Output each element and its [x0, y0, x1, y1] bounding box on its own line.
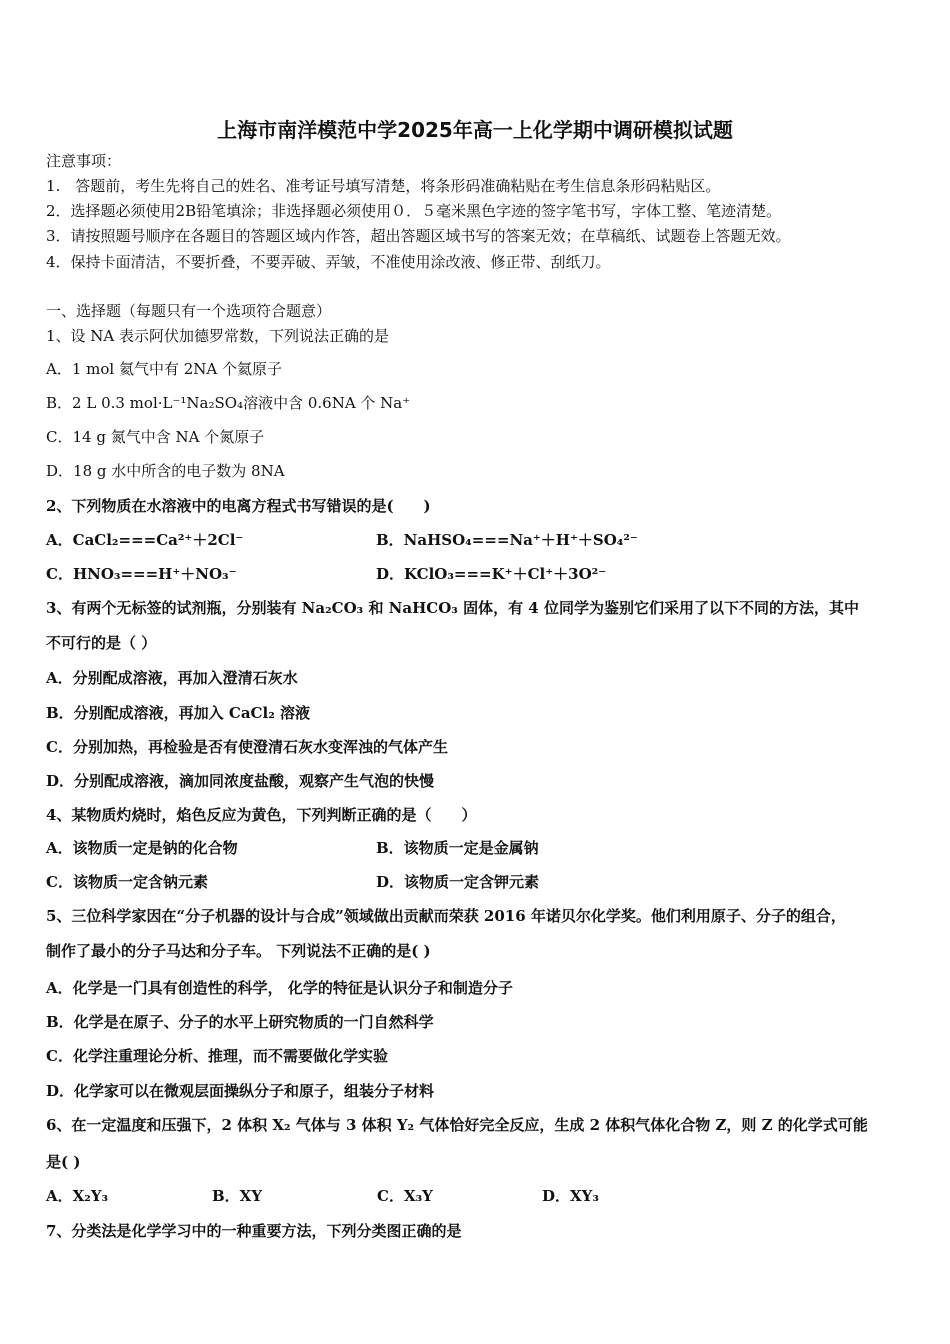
q5-option-a: A．化学是一门具有创造性的科学， 化学的特征是认识分子和制造分子 [46, 979, 513, 997]
note-item: 3．请按照题号顺序在各题目的答题区域内作答，超出答题区域书写的答案无效；在草稿纸、试题卷上答题无效。 [46, 227, 791, 245]
question-6-stem-cont: 是( ) [46, 1153, 81, 1171]
q4-option-c: C．该物质一定含钠元素 [46, 873, 208, 891]
question-1-stem: 1、设 NA 表示阿伏加德罗常数，下列说法正确的是 [46, 327, 390, 345]
q4-option-a: A．该物质一定是钠的化合物 [46, 839, 238, 857]
q6-option-a: A．X₂Y₃ [46, 1187, 109, 1205]
q3-option-c: C．分别加热，再检验是否有使澄清石灰水变浑浊的气体产生 [46, 738, 448, 756]
q5-option-b: B．化学是在原子、分子的水平上研究物质的一门自然科学 [46, 1013, 434, 1031]
section-heading: 一、选择题（每题只有一个选项符合题意） [46, 302, 332, 320]
question-2-stem: 2、下列物质在水溶液中的电离方程式书写错误的是( ) [46, 497, 431, 515]
q2-option-b: B．NaHSO₄===Na⁺＋H⁺＋SO₄²⁻ [376, 531, 638, 549]
q2-option-d: D．KClO₃===K⁺＋Cl⁺＋3O²⁻ [376, 565, 607, 583]
q6-option-d: D．XY₃ [542, 1187, 599, 1205]
note-item: 1. 答题前，考生先将自己的姓名、准考证号填写清楚，将条形码准确粘贴在考生信息条形码粘贴区。 [46, 177, 721, 195]
q5-option-c: C．化学注重理论分析、推理，而不需要做化学实验 [46, 1047, 388, 1065]
q3-option-d: D．分别配成溶液，滴加同浓度盐酸，观察产生气泡的快慢 [46, 772, 435, 790]
q3-option-a: A．分别配成溶液，再加入澄清石灰水 [46, 669, 298, 687]
q4-option-d: D．该物质一定含钾元素 [376, 873, 540, 891]
question-5-stem: 5、三位科学家因在“分子机器的设计与合成”领域做出贡献而荣获 2016 年诺贝尔化学奖。他们利用原子、分子的组合， [46, 907, 846, 925]
note-item: 2．选择题必须使用2B铅笔填涂；非选择题必须使用０．５毫米黑色字迹的签字笔书写，字体工整、笔迹清楚。 [46, 202, 782, 220]
notes-heading: 注意事项： [46, 152, 122, 170]
page-title: 上海市南洋模范中学2025年高一上化学期中调研模拟试题 [217, 118, 733, 142]
q4-option-b: B．该物质一定是金属钠 [376, 839, 539, 857]
question-7-stem: 7、分类法是化学学习中的一种重要方法，下列分类图正确的是 [46, 1222, 462, 1240]
q1-option-b: B．2 L 0.3 mol·L⁻¹Na₂SO₄溶液中含 0.6NA 个 Na⁺ [46, 394, 411, 412]
question-4-stem: 4、某物质灼烧时，焰色反应为黄色，下列判断正确的是（ ） [46, 806, 477, 824]
question-5-stem-cont: 制作了最小的分子马达和分子车。 下列说法不正确的是( ) [46, 942, 431, 960]
q3-option-b: B．分别配成溶液，再加入 CaCl₂ 溶液 [46, 704, 310, 722]
q1-option-c: C．14 g 氮气中含 NA 个氮原子 [46, 428, 265, 446]
q2-option-c: C．HNO₃===H⁺＋NO₃⁻ [46, 565, 237, 583]
q5-option-d: D．化学家可以在微观层面操纵分子和原子，组装分子材料 [46, 1082, 435, 1100]
question-3-stem: 3、有两个无标签的试剂瓶，分别装有 Na₂CO₃ 和 NaHCO₃ 固体，有 4 位同学为鉴别它们采用了以下不同的方法，其中 [46, 599, 859, 617]
q6-option-b: B．XY [212, 1187, 263, 1205]
q1-option-d: D．18 g 水中所含的电子数为 8NA [46, 462, 285, 480]
q6-option-c: C．X₃Y [377, 1187, 433, 1205]
q1-option-a: A．1 mol 氦气中有 2NA 个氦原子 [46, 360, 283, 378]
note-item: 4．保持卡面清洁，不要折叠，不要弄破、弄皱，不准使用涂改液、修正带、刮纸刀。 [46, 253, 611, 271]
q2-option-a: A．CaCl₂===Ca²⁺＋2Cl⁻ [46, 531, 244, 549]
question-6-stem: 6、在一定温度和压强下，2 体积 X₂ 气体与 3 体积 Y₂ 气体恰好完全反应，生成 2 体积气体化合物 Z，则 Z 的化学式可能 [46, 1116, 868, 1134]
question-3-stem-cont: 不可行的是（ ） [46, 634, 157, 652]
